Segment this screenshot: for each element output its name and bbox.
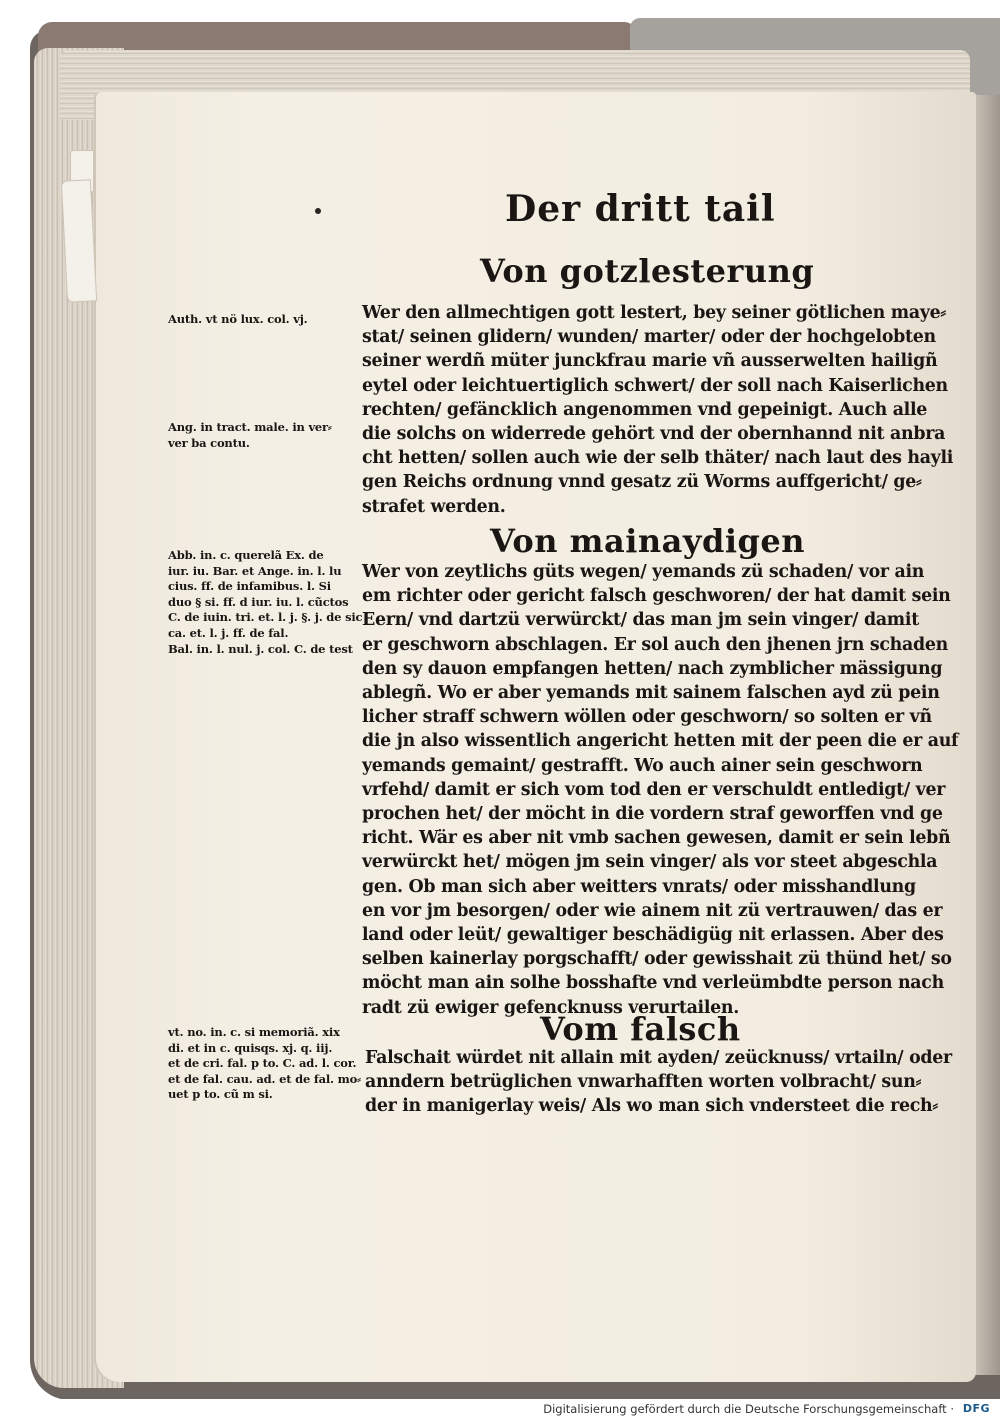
margin-note xyxy=(168,420,332,451)
text-line: Eern/ vnd dartzü verwürckt/ das man jm sein vinger/ damit xyxy=(362,610,919,631)
margin-note-line: Ang. in tract. male. in ver⸗ xyxy=(168,420,332,434)
margin-note-line: C. de iuin. tri. et. l. j. §. j. de sic xyxy=(168,610,363,625)
text-line: der in manigerlay weis/ Als wo man sich vndersteet die rech⸗ xyxy=(365,1096,938,1117)
digitization-footer xyxy=(0,1399,1000,1421)
margin-note-line: vt. no. in. c. si memoriã. xix xyxy=(168,1025,340,1039)
text-line: prochen het/ der möcht in die vordern straf geworffen vnd ge xyxy=(362,804,943,825)
text-line: rechten/ gefäncklich angenommen vnd gepeinigt. Auch alle xyxy=(362,399,928,420)
running-head: Der dritt tail xyxy=(505,188,776,230)
text-line: die jn also wissentlich angericht hetten mit der peen die er auf xyxy=(362,731,959,752)
text-line: eytel oder leichtuertiglich schwert/ der soll nach Kaiserlichen xyxy=(362,375,948,396)
margin-note-line: et de cri. fal. p to. C. ad. l. cor. xyxy=(168,1056,357,1071)
text-line: cht hetten/ sollen auch wie der selb thäter/ nach laut des hayli xyxy=(362,448,954,469)
text-line: selben kainerlay porgschafft/ oder gewisshait zü thünd het/ so xyxy=(362,949,952,970)
text-line: en vor jm besorgen/ oder wie ainem nit zü vertrauwen/ das er xyxy=(362,900,943,921)
margin-note xyxy=(168,1025,361,1103)
text-line: möcht man ain solhe bosshafte vnd verleümbdte person nach xyxy=(362,973,944,994)
text-line: vrfehd/ damit er sich vom tod den er verschuldt entledigt/ ver xyxy=(362,779,946,800)
ink-dot xyxy=(315,208,321,214)
margin-note-line: cius. ff. de infamibus. l. Si xyxy=(168,579,331,594)
section-title: Von mainaydigen xyxy=(490,522,806,560)
text-line: gen. Ob man sich aber weitters vnrats/ oder misshandlung xyxy=(362,876,916,897)
margin-note-line: di. et in c. quisqs. xj. q. iij. xyxy=(168,1040,333,1055)
section-body xyxy=(365,1046,952,1119)
text-line: die solchs on widerrede gehört vnd der obernhannd nit anbra xyxy=(362,424,946,445)
section-title: Vom falsch xyxy=(540,1010,741,1048)
text-line: radt zü ewiger gefencknuss verurtailen. xyxy=(362,997,740,1018)
text-line: land oder leüt/ gewaltiger beschädigüg nit erlassen. Aber des xyxy=(362,925,944,946)
section-title: Von gotzlesterung xyxy=(480,252,815,290)
torn-tab xyxy=(61,179,97,302)
margin-note-line: ca. et. l. j. ff. de fal. xyxy=(168,625,289,640)
margin-note-line: iur. iu. Bar. et Ange. in. l. lu xyxy=(168,563,342,578)
margin-note-line: duo § si. ff. d iur. iu. l. cũctos xyxy=(168,594,349,609)
margin-note-line: Auth. vt nö lux. col. vj. xyxy=(168,312,308,326)
text-line: licher straff schwern wöllen oder geschworn/ so solten er vñ xyxy=(362,707,932,728)
text-line: yemands gemaint/ gestrafft. Wo auch ainer sein geschworn xyxy=(362,755,923,776)
footer-credit: Digitalisierung gefördert durch die Deutsche Forschungsgemeinschaft · xyxy=(543,1402,954,1416)
margin-note-line: et de fal. cau. ad. et de fal. mo⸗ xyxy=(168,1071,361,1086)
text-line: Falschait würdet nit allain mit ayden/ zeücknuss/ vrtailn/ oder xyxy=(365,1048,952,1068)
text-line: strafet werden. xyxy=(362,496,506,517)
text-line: richt. Wär es aber nit vmb sachen gewesen, damit er sein lebñ xyxy=(362,828,951,849)
text-line: stat/ seinen glidern/ wunden/ marter/ oder der hochgelobten xyxy=(362,327,936,348)
margin-note-line: ver ba contu. xyxy=(168,435,250,450)
margin-note-line: uet p to. cũ m si. xyxy=(168,1087,273,1102)
text-line: verwürckt het/ mögen jm sein vinger/ als vor steet abgeschla xyxy=(362,852,938,873)
margin-note-line: Bal. in. l. nul. j. col. C. de test xyxy=(168,641,353,656)
text-line: Wer von zeytlichs güts wegen/ yemands zü schaden/ vor ain xyxy=(362,562,925,582)
text-line: ablegñ. Wo er aber yemands mit sainem falschen ayd zü pein xyxy=(362,683,940,704)
text-line: gen Reichs ordnung vnnd gesatz zü Worms auffgericht/ ge⸗ xyxy=(362,472,922,493)
text-line: Wer den allmechtigen gott lestert, bey seiner götlichen maye⸗ xyxy=(362,303,946,323)
dfg-logo: DFG xyxy=(962,1402,990,1415)
section-body xyxy=(362,301,953,519)
text-line: anndern betrüglichen vnwarhafften worten volbracht/ sun⸗ xyxy=(365,1072,922,1093)
text-line: den sy dauon empfangen hetten/ nach zymblicher mässigung xyxy=(362,658,943,679)
text-line: em richter oder gericht falsch geschworen/ der hat damit sein xyxy=(362,586,951,607)
text-line: seiner werdñ müter junckfrau marie vñ ausserwelten hailigñ xyxy=(362,351,938,372)
margin-note xyxy=(168,312,308,328)
section-body xyxy=(362,560,958,1020)
margin-note xyxy=(168,548,362,657)
text-line: er geschworn abschlagen. Er sol auch den jhenen jrn schaden xyxy=(362,634,948,655)
margin-note-line: Abb. in. c. querelã Ex. de xyxy=(168,548,324,562)
